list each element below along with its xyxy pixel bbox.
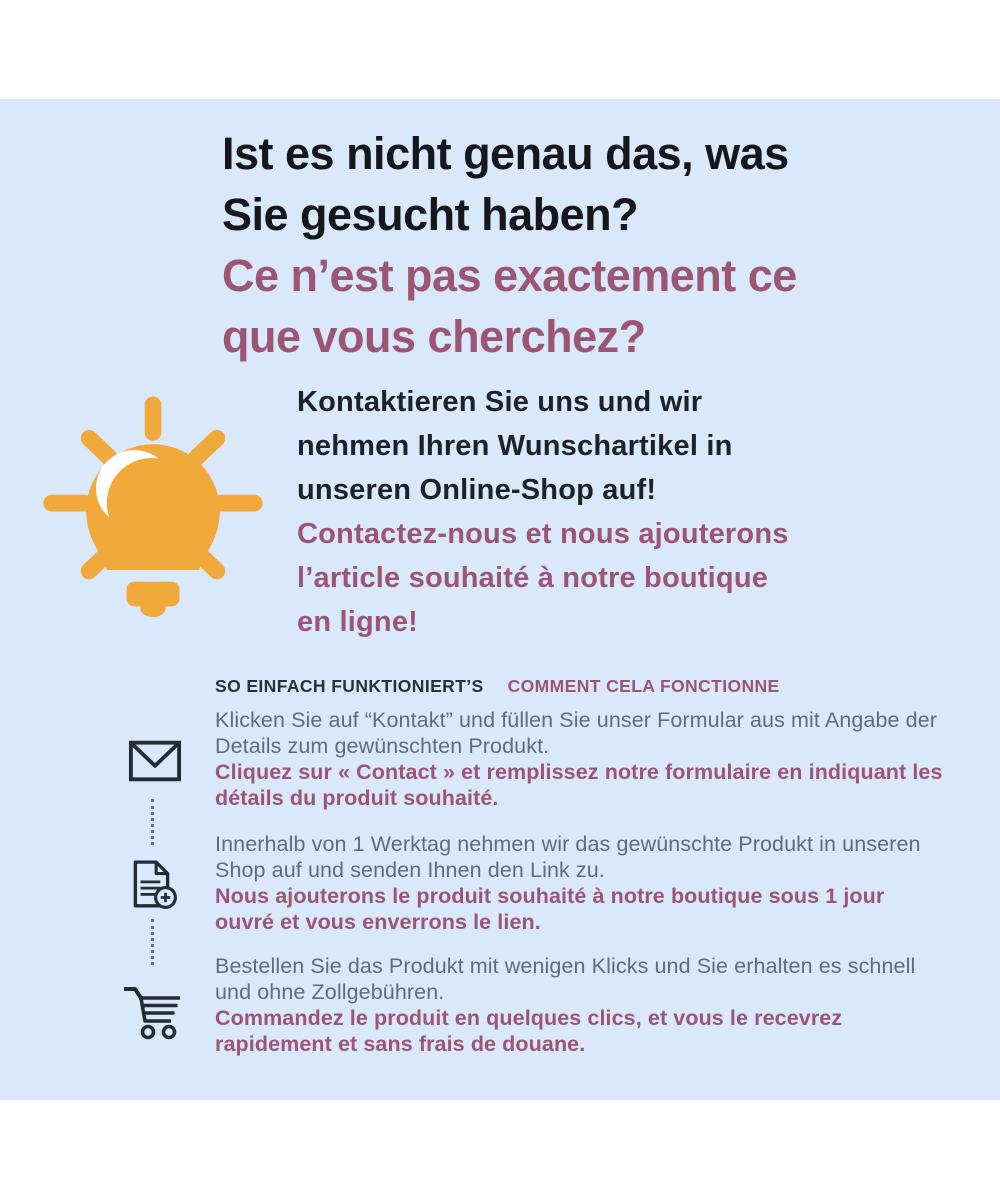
headline-de-line2: Sie gesucht haben? bbox=[222, 189, 639, 240]
step-1-text-fr: Cliquez sur « Contact » et remplissez notre formulaire en indiquant les détails du produit souhaité. bbox=[215, 760, 943, 810]
intro-de-line3: unseren Online-Shop auf! bbox=[297, 474, 657, 506]
step-2-text-fr: Nous ajouterons le produit souhaité à notre boutique sous 1 jour ouvré et vous enverrons le lien. bbox=[215, 884, 885, 934]
lightbulb-icon bbox=[40, 393, 266, 629]
step-3-text-fr: Commandez le produit en quelques clics, et vous le recevrez rapidement et sans frais de douane. bbox=[215, 1006, 843, 1056]
intro-fr-line1: Contactez-nous et nous ajouterons bbox=[297, 518, 789, 550]
section-heading-fr: COMMENT CELA FONCTIONNE bbox=[507, 676, 780, 696]
envelope-icon-svg bbox=[128, 739, 182, 783]
step-connector-2 bbox=[151, 919, 154, 965]
headline-fr-line1: Ce n’est pas exactement ce bbox=[222, 250, 797, 301]
step-3 bbox=[215, 953, 947, 1057]
intro-de-line1: Kontaktieren Sie uns und wir bbox=[297, 386, 703, 418]
step-2-text-de: Innerhalb von 1 Werktag nehmen wir das gewünschte Produkt in unseren Shop auf und senden Ihnen den Link zu. bbox=[215, 832, 921, 882]
lightbulb-icon-svg bbox=[40, 393, 266, 629]
step-connector-1 bbox=[151, 799, 154, 845]
step-1 bbox=[215, 707, 947, 811]
step-3-text-de: Bestellen Sie das Produkt mit wenigen Klicks und Sie erhalten es schnell und ohne Zollgebühren. bbox=[215, 954, 916, 1004]
shopping-cart-icon bbox=[121, 983, 183, 1041]
info-panel bbox=[0, 99, 1000, 1100]
step-1-text-de: Klicken Sie auf “Kontakt” und füllen Sie unser Formular aus mit Angabe der Details zum gewünschten Produkt. bbox=[215, 708, 938, 758]
intro-fr-line2: l’article souhaité à notre boutique bbox=[297, 562, 769, 594]
headline-de-line1: Ist es nicht genau das, was bbox=[222, 128, 789, 179]
envelope-icon bbox=[128, 739, 182, 783]
intro-fr-line3: en ligne! bbox=[297, 606, 419, 638]
document-add-icon-svg bbox=[126, 859, 178, 911]
page-title bbox=[222, 123, 962, 367]
shopping-cart-icon-svg bbox=[121, 983, 183, 1041]
document-add-icon bbox=[126, 859, 178, 911]
intro-de-line2: nehmen Ihren Wunschartikel in bbox=[297, 430, 733, 462]
step-2 bbox=[215, 831, 947, 935]
headline-fr-line2: que vous cherchez? bbox=[222, 311, 646, 362]
section-heading-de: SO EINFACH FUNKTIONIERT’S bbox=[215, 676, 484, 696]
intro-paragraph bbox=[297, 380, 917, 644]
section-heading bbox=[215, 676, 780, 697]
